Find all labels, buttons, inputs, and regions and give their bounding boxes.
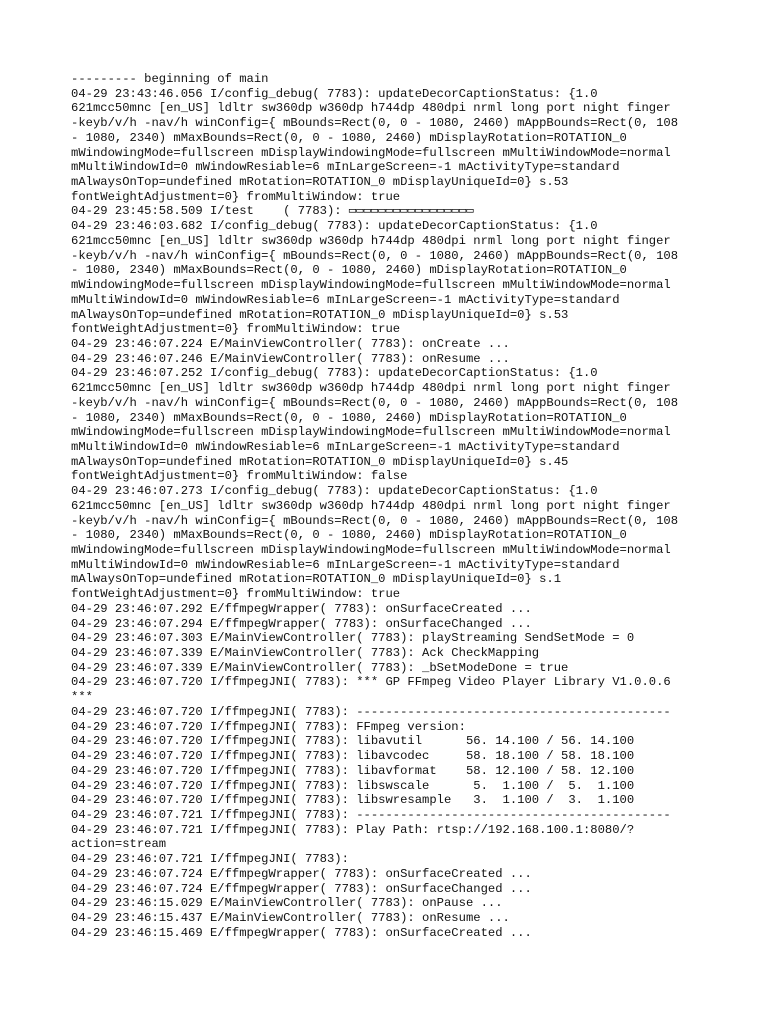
log-line: mAlwaysOnTop=undefined mRotation=ROTATION_0 mDisplayUniqueId=0} s.45	[71, 454, 569, 469]
log-line: -keyb/v/h -nav/h winConfig={ mBounds=Rect(0, 0 - 1080, 2460) mAppBounds=Rect(0, 108	[71, 248, 679, 263]
log-line: mMultiWindowId=0 mWindowResiable=6 mInLargeScreen=-1 mActivityType=standard	[71, 160, 620, 175]
log-line: --------- beginning of main	[71, 72, 269, 86]
log-line: 04-29 23:46:07.720 I/ffmpegJNI( 7783): libavformat 58. 12.100 / 58. 12.100	[71, 763, 635, 778]
log-line: mAlwaysOnTop=undefined mRotation=ROTATION_0 mDisplayUniqueId=0} s.53	[71, 307, 569, 322]
log-line: 04-29 23:46:07.294 E/ffmpegWrapper( 7783): onSurfaceChanged ...	[71, 616, 532, 631]
log-line: - 1080, 2340) mMaxBounds=Rect(0, 0 - 1080, 2460) mDisplayRotation=ROTATION_0	[71, 263, 627, 278]
log-line: fontWeightAdjustment=0} fromMultiWindow: true	[71, 189, 401, 204]
log-line: action=stream	[71, 837, 167, 852]
log-line: 04-29 23:45:58.509 I/test ( 7783): ▭▭▭▭▭▭▭▭▭▭▭▭▭▭▭▭▭	[71, 204, 474, 219]
log-line: 04-29 23:46:15.029 E/MainViewController( 7783): onPause ...	[71, 896, 503, 911]
log-line: 04-29 23:46:07.720 I/ffmpegJNI( 7783): *** GP FFmpeg Video Player Library V1.0.0.6	[71, 675, 671, 690]
log-line: -keyb/v/h -nav/h winConfig={ mBounds=Rect(0, 0 - 1080, 2460) mAppBounds=Rect(0, 108	[71, 116, 679, 131]
log-line: 04-29 23:46:07.303 E/MainViewController( 7783): playStreaming SendSetMode = 0	[71, 631, 635, 646]
log-line: 04-29 23:46:07.720 I/ffmpegJNI( 7783): libswscale 5. 1.100 / 5. 1.100	[71, 778, 635, 793]
log-line: - 1080, 2340) mMaxBounds=Rect(0, 0 - 1080, 2460) mDisplayRotation=ROTATION_0	[71, 528, 627, 543]
log-line: mMultiWindowId=0 mWindowResiable=6 mInLargeScreen=-1 mActivityType=standard	[71, 557, 620, 572]
log-line: 04-29 23:46:07.720 I/ffmpegJNI( 7783): libavcodec 58. 18.100 / 58. 18.100	[71, 749, 635, 764]
log-line: 04-29 23:46:07.339 E/MainViewController( 7783): Ack CheckMapping	[71, 646, 540, 661]
log-line: - 1080, 2340) mMaxBounds=Rect(0, 0 - 1080, 2460) mDisplayRotation=ROTATION_0	[71, 130, 627, 145]
log-line: 04-29 23:46:07.273 I/config_debug( 7783): updateDecorCaptionStatus: {1.0	[71, 484, 598, 499]
log-line: mMultiWindowId=0 mWindowResiable=6 mInLargeScreen=-1 mActivityType=standard	[71, 439, 620, 454]
log-line: 621mcc50mnc [en_US] ldltr sw360dp w360dp h744dp 480dpi nrml long port night finger	[71, 381, 671, 396]
log-line: fontWeightAdjustment=0} fromMultiWindow: true	[71, 587, 401, 602]
log-line: 04-29 23:46:07.720 I/ffmpegJNI( 7783): FFmpeg version:	[71, 719, 466, 734]
log-line: 04-29 23:46:07.339 E/MainViewController( 7783): _bSetModeDone = true	[71, 660, 569, 675]
log-line: mWindowingMode=fullscreen mDisplayWindowingMode=fullscreen mMultiWindowMode=normal	[71, 543, 671, 557]
log-line: 04-29 23:46:07.246 E/MainViewController( 7783): onResume ...	[71, 351, 510, 366]
log-line: 04-29 23:46:07.721 I/ffmpegJNI( 7783): Play Path: rtsp://192.168.100.1:8080/?	[71, 822, 635, 837]
log-line: - 1080, 2340) mMaxBounds=Rect(0, 0 - 1080, 2460) mDisplayRotation=ROTATION_0	[71, 410, 627, 425]
log-line: 621mcc50mnc [en_US] ldltr sw360dp w360dp h744dp 480dpi nrml long port night finger	[71, 101, 671, 116]
log-line: 621mcc50mnc [en_US] ldltr sw360dp w360dp h744dp 480dpi nrml long port night finger	[71, 498, 671, 513]
log-line: 04-29 23:46:15.469 E/ffmpegWrapper( 7783): onSurfaceCreated ...	[71, 925, 532, 940]
log-line: 04-29 23:46:07.721 I/ffmpegJNI( 7783): -------------------------------------------	[71, 807, 671, 822]
log-line: fontWeightAdjustment=0} fromMultiWindow: false	[71, 469, 408, 484]
log-document	[71, 72, 761, 940]
log-line: 04-29 23:46:07.724 E/ffmpegWrapper( 7783): onSurfaceChanged ...	[71, 881, 532, 896]
log-line: -keyb/v/h -nav/h winConfig={ mBounds=Rect(0, 0 - 1080, 2460) mAppBounds=Rect(0, 108	[71, 513, 679, 528]
log-line: 04-29 23:46:07.721 I/ffmpegJNI( 7783):	[71, 852, 349, 867]
log-line: 04-29 23:46:07.720 I/ffmpegJNI( 7783): libavutil 56. 14.100 / 56. 14.100	[71, 734, 635, 749]
log-line: 04-29 23:46:07.720 I/ffmpegJNI( 7783): -------------------------------------------	[71, 704, 671, 719]
log-line: -keyb/v/h -nav/h winConfig={ mBounds=Rect(0, 0 - 1080, 2460) mAppBounds=Rect(0, 108	[71, 395, 679, 410]
log-line: 04-29 23:46:07.252 I/config_debug( 7783): updateDecorCaptionStatus: {1.0	[71, 366, 598, 381]
log-line: mAlwaysOnTop=undefined mRotation=ROTATION_0 mDisplayUniqueId=0} s.1	[71, 572, 562, 587]
log-line: 04-29 23:46:03.682 I/config_debug( 7783): updateDecorCaptionStatus: {1.0	[71, 219, 598, 234]
log-line: mAlwaysOnTop=undefined mRotation=ROTATION_0 mDisplayUniqueId=0} s.53	[71, 175, 569, 190]
log-line: 04-29 23:46:07.724 E/ffmpegWrapper( 7783): onSurfaceCreated ...	[71, 866, 532, 881]
log-line: mWindowingMode=fullscreen mDisplayWindowingMode=fullscreen mMultiWindowMode=normal	[71, 425, 671, 440]
log-line: 621mcc50mnc [en_US] ldltr sw360dp w360dp h744dp 480dpi nrml long port night finger	[71, 233, 671, 248]
log-line: fontWeightAdjustment=0} fromMultiWindow: true	[71, 322, 401, 337]
log-line: mMultiWindowId=0 mWindowResiable=6 mInLargeScreen=-1 mActivityType=standard	[71, 292, 620, 307]
log-line: mWindowingMode=fullscreen mDisplayWindowingMode=fullscreen mMultiWindowMode=normal	[71, 145, 671, 160]
log-line: mWindowingMode=fullscreen mDisplayWindowingMode=fullscreen mMultiWindowMode=normal	[71, 278, 671, 293]
log-line: 04-29 23:46:15.437 E/MainViewController( 7783): onResume ...	[71, 910, 510, 925]
log-line: 04-29 23:46:07.224 E/MainViewController( 7783): onCreate ...	[71, 336, 510, 351]
log-line: 04-29 23:46:07.292 E/ffmpegWrapper( 7783): onSurfaceCreated ...	[71, 601, 532, 616]
log-line: ***	[71, 690, 93, 705]
log-line: 04-29 23:43:46.056 I/config_debug( 7783): updateDecorCaptionStatus: {1.0	[71, 86, 598, 101]
log-line: 04-29 23:46:07.720 I/ffmpegJNI( 7783): libswresample 3. 1.100 / 3. 1.100	[71, 793, 635, 808]
